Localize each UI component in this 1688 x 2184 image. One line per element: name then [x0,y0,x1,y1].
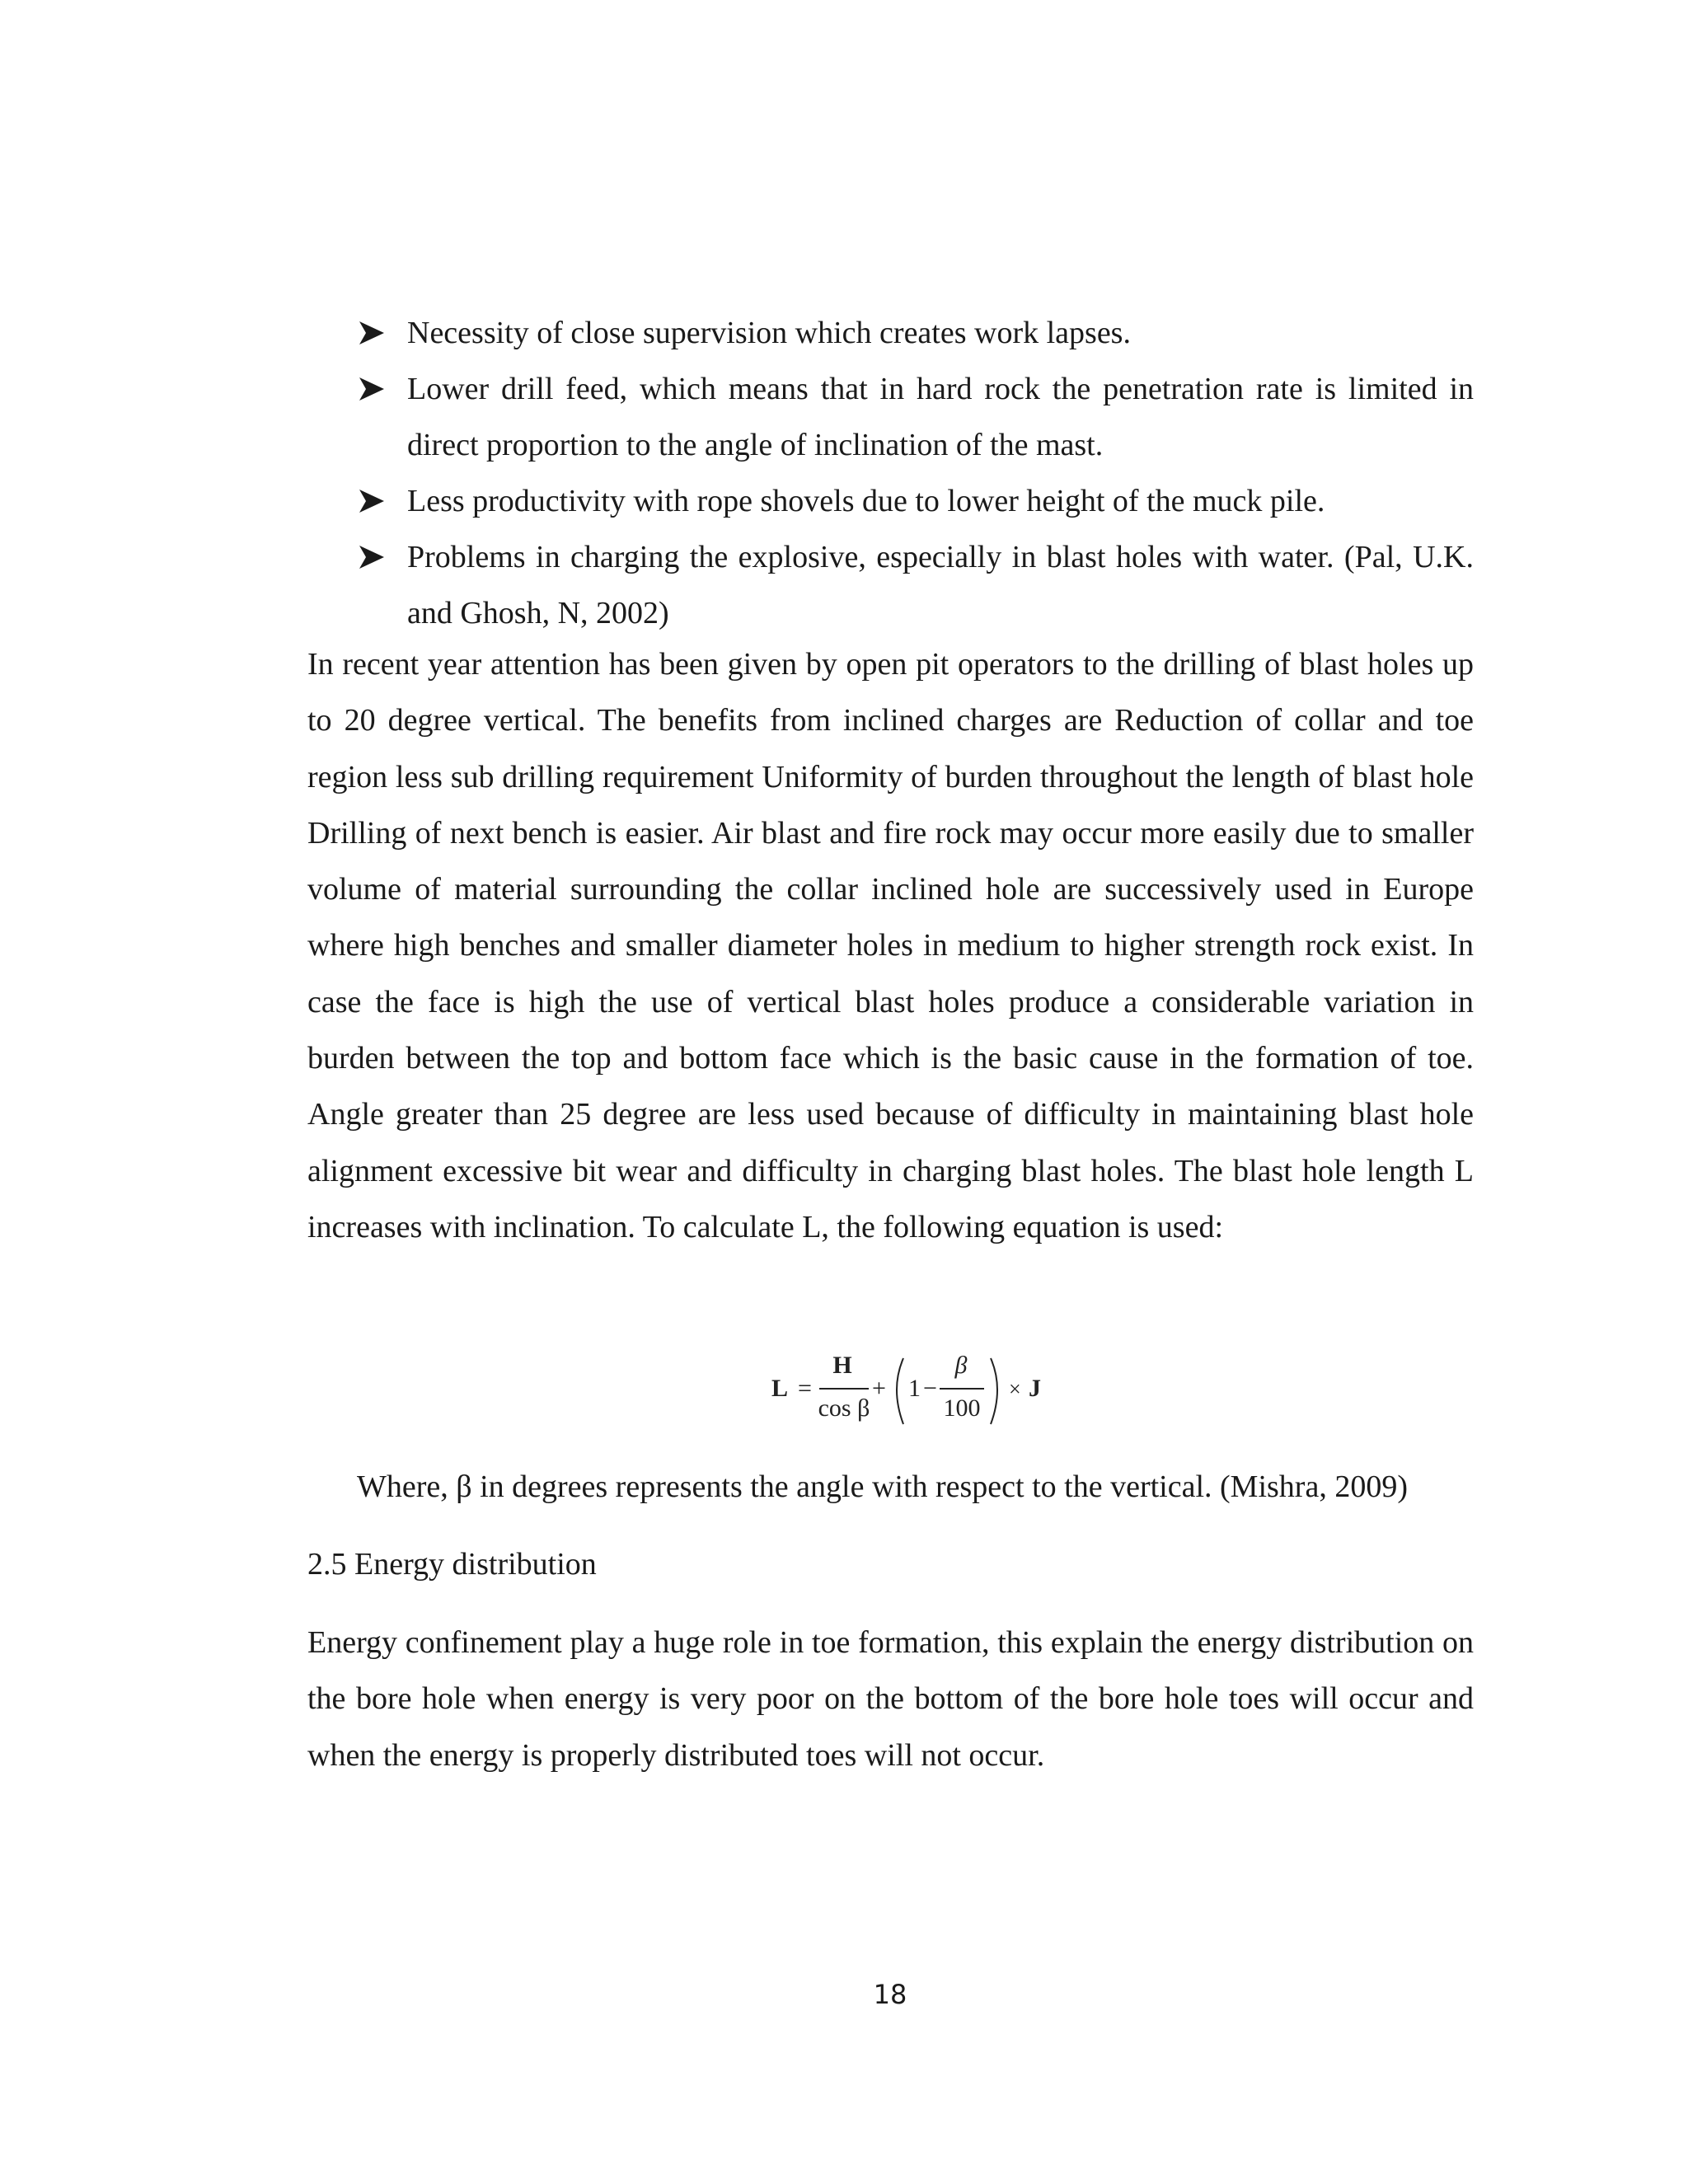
body-paragraph: Energy confinement play a huge role in toe formation, this explain the energy distribution on the bore hole when energy is very poor on the bottom of the bore hole toes will occur and when the energy is properly distributed toes will not occur. [307,1625,1474,1773]
equation-numerator: H [832,1352,852,1379]
bullet-text: Problems in charging the explosive, especially in blast holes with water. (Pal, U.K. and Ghosh, N, 2002) [407,540,1474,630]
arrow-bullet-icon [356,361,389,417]
body-paragraph: In recent year attention has been given by open pit operators to the drilling of blast holes up to 20 degree vertical. The benefits from inclined charges are Reduction of collar and toe region less sub drilling requirement Uniformity of burden throughout the length of blast hole Drilling of next bench is easier. Air blast and fire rock may occur more easily due to smaller volume of material surrounding the collar inclined hole are successively used in Europe where high benches and smaller diameter holes in medium to higher strength rock exist. In case the face is high the use of vertical blast holes produce a considerable variation in burden between the top and bottom face which is the basic cause in the formation of toe. Angle greater than 25 degree are less used because of difficulty in maintaining blast hole alignment excessive bit wear and difficulty in charging blast holes. The blast hole length L increases with inclination. To calculate L, the following equation is used: [307,647,1474,1244]
arrow-bullet-icon [356,529,389,585]
equation-frac-den: 100 [943,1394,981,1422]
page-number: 18 [873,1979,907,2010]
arrow-bullet-icon [356,473,389,529]
bullet-text: Necessity of close supervision which creates work lapses. [407,316,1131,350]
equation-j: J [1029,1375,1041,1402]
bullet-text: Lower drill feed, which means that in hard rock the penetration rate is limited in direct proportion to the angle of inclination of the mast. [407,372,1474,462]
blast-hole-length-equation [767,1343,1080,1434]
section-heading: 2.5 Energy distribution [307,1547,597,1582]
list-item [356,473,1474,529]
right-paren [991,1358,997,1424]
equation-denominator: cos β [818,1394,870,1422]
equation-explanation: Where, β in degrees represents the angle with respect to the vertical. (Mishra, 2009) [357,1469,1408,1504]
equation-plus: + [872,1375,886,1402]
list-item [356,361,1474,473]
list-item [356,529,1474,641]
bullet-text: Less productivity with rope shovels due to lower height of the muck pile. [407,484,1325,518]
equation-equals: = [798,1375,812,1402]
arrow-bullet-icon [356,305,389,361]
equation-one: 1 [908,1375,921,1402]
bullet-list [356,305,1474,641]
equation-frac-num: β [954,1352,968,1379]
list-item [356,305,1474,361]
left-paren [897,1358,903,1424]
equation-minus: − [923,1375,937,1402]
equation-lhs: L [771,1375,789,1402]
equation-times: × [1009,1377,1021,1401]
